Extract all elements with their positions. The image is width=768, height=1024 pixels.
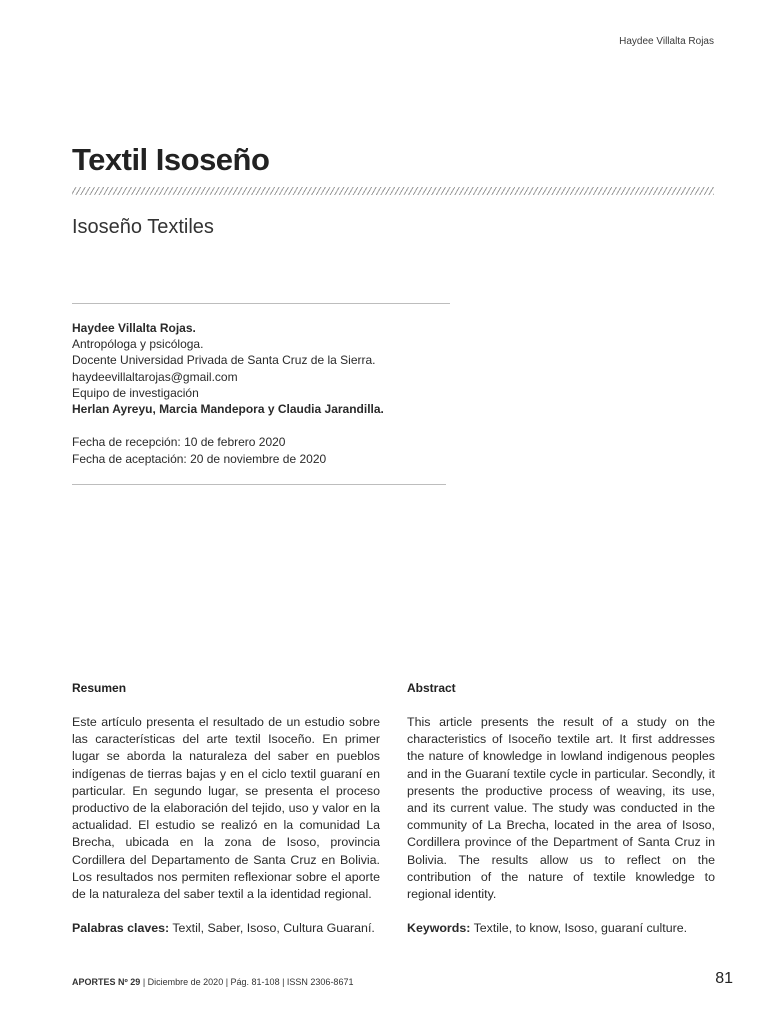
abstract-column bbox=[407, 681, 715, 937]
resumen-keywords-text: Textil, Saber, Isoso, Cultura Guaraní. bbox=[169, 921, 375, 936]
running-header-author: Haydee Villalta Rojas bbox=[619, 36, 714, 47]
footer-citation bbox=[72, 977, 353, 987]
author-block bbox=[72, 320, 472, 417]
abstract-body: This article presents the result of a study on the characteristics of Isoceño textile art. It first addresses the nature of knowledge in lowland indigenous peoples and in the Guaraní textile cycle in particular. Secondly, it presents the productive process of weaving, its use, and its current value. The study was conducted in the community of La Brecha, located in the area of Isoso, Cordillera province of the Department of Santa Cruz in Bolivia. The results allow us to reflect on the contribution of the nature of textile knowledge to regional identity. bbox=[407, 715, 715, 902]
author-name: Haydee Villalta Rojas. bbox=[72, 321, 196, 335]
resumen-column bbox=[72, 681, 380, 937]
abstract-keywords-label: Keywords: bbox=[407, 921, 471, 936]
article-subtitle: Isoseño Textiles bbox=[72, 216, 214, 238]
abstract-keywords bbox=[407, 920, 715, 937]
resumen-keywords-label: Palabras claves: bbox=[72, 921, 170, 936]
footer-journal: APORTES Nº 29 bbox=[72, 977, 141, 987]
article-title: Textil Isoseño bbox=[72, 142, 270, 177]
resumen-keywords bbox=[72, 920, 380, 937]
author-block-bottom-rule bbox=[72, 484, 446, 485]
research-team-members: Herlan Ayreyu, Marcia Mandepora y Claudia Jarandilla. bbox=[72, 402, 384, 417]
hatched-divider bbox=[72, 187, 714, 195]
abstract-keywords-text: Textile, to know, Isoso, guaraní culture. bbox=[470, 921, 688, 936]
author-profession: Antropóloga y psicóloga. bbox=[72, 337, 204, 352]
research-team-label: Equipo de investigación bbox=[72, 385, 199, 400]
abstract-heading: Abstract bbox=[407, 681, 456, 695]
submission-dates bbox=[72, 434, 472, 468]
resumen-body: Este artículo presenta el resultado de un estudio sobre las características del arte textil Isoceño. En primer lugar se aborda la naturaleza del saber en pueblos indígenas de tierras bajas y en el ciclo textil guaraní en particular. En segundo lugar, se presenta el proceso productivo de la elaboración del tejido, uso y valor en la actualidad. El estudio se realizó en la comunidad La Brecha, ubicada en la zona de Isoso, provincia Cordillera del Departamento de Santa Cruz en Bolivia. Los resultados nos permiten reflexionar sobre el aporte de la naturaleza del saber textil a la identidad regional. bbox=[72, 715, 380, 902]
author-email: haydeevillaltarojas@gmail.com bbox=[72, 369, 238, 384]
resumen-heading: Resumen bbox=[72, 681, 127, 695]
received-date: Fecha de recepción: 10 de febrero 2020 bbox=[72, 435, 286, 449]
author-affiliation: Docente Universidad Privada de Santa Cruz de la Sierra. bbox=[72, 353, 376, 368]
footer-details: | Diciembre de 2020 | Pág. 81-108 | ISSN 2306-8671 bbox=[140, 977, 354, 987]
author-block-top-rule bbox=[72, 303, 450, 304]
accepted-date: Fecha de aceptación: 20 de noviembre de 2020 bbox=[72, 452, 327, 466]
page-number: 81 bbox=[715, 970, 733, 987]
